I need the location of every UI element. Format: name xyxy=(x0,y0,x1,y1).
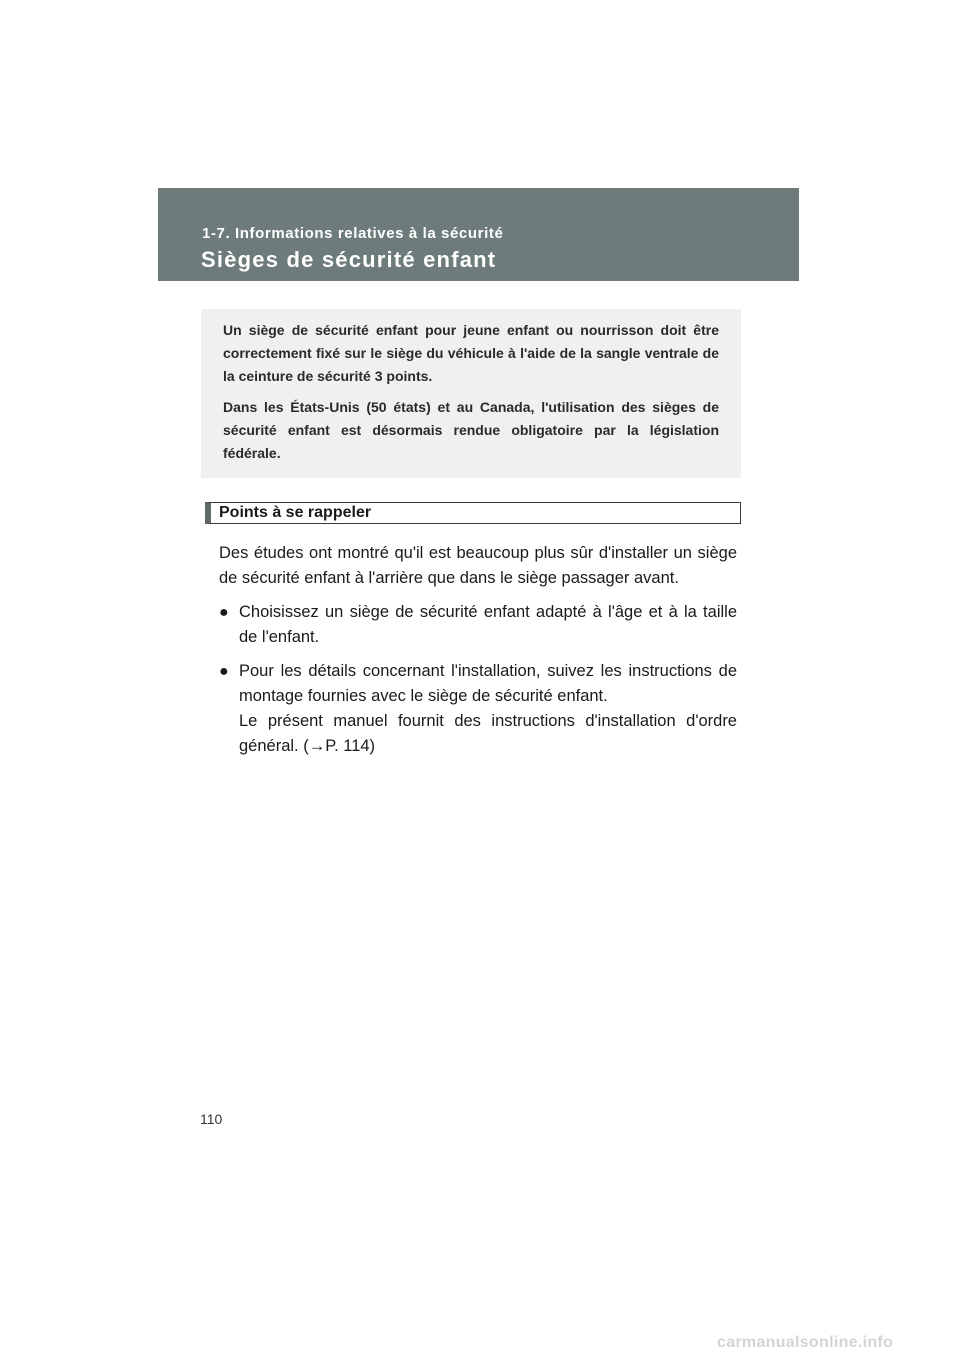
bullet-text-2-extra: Le présent manuel fournit des instructions d'installation d'ordre général. (→P. 114) xyxy=(239,712,737,755)
intro-paragraph-2: Dans les États-Unis (50 états) et au Canada, l'utilisation des sièges de sécurité enfant est désormais rendue obligatoire par la législation fédérale. xyxy=(223,399,719,461)
bullet-item-2 xyxy=(219,659,737,759)
subheading-title: Points à se rappeler xyxy=(219,504,372,521)
page-number: 110 xyxy=(200,1111,223,1127)
intro-box xyxy=(201,309,741,478)
chapter-header xyxy=(158,188,799,281)
section-label: 1-7. Informations relatives à la sécurité xyxy=(202,225,504,242)
body-paragraph: Des études ont montré qu'il est beaucoup plus sûr d'installer un siège de sécurité enfant à l'arrière que dans le siège passager avant. xyxy=(219,544,737,587)
bullet-dot-icon: ● xyxy=(219,604,229,621)
bullet-text-2: Pour les détails concernant l'installation, suivez les instructions de montage fournies avec le siège de sécurité enfant. xyxy=(239,662,737,705)
subheading-box xyxy=(205,502,741,524)
body-content xyxy=(219,541,737,759)
page-title: Sièges de sécurité enfant xyxy=(201,247,497,272)
bullet-dot-icon: ● xyxy=(219,663,229,680)
bullet-item-1 xyxy=(219,600,737,650)
intro-paragraph-1: Un siège de sécurité enfant pour jeune enfant ou nourrisson doit être correctement fixé sur le siège du véhicule à l'aide de la sangle ventrale de la ceinture de sécurité 3 points. xyxy=(223,322,719,384)
watermark: carmanualsonline.info xyxy=(717,1334,894,1351)
bullet-text-1: Choisissez un siège de sécurité enfant adapté à l'âge et à la taille de l'enfant. xyxy=(239,603,737,646)
